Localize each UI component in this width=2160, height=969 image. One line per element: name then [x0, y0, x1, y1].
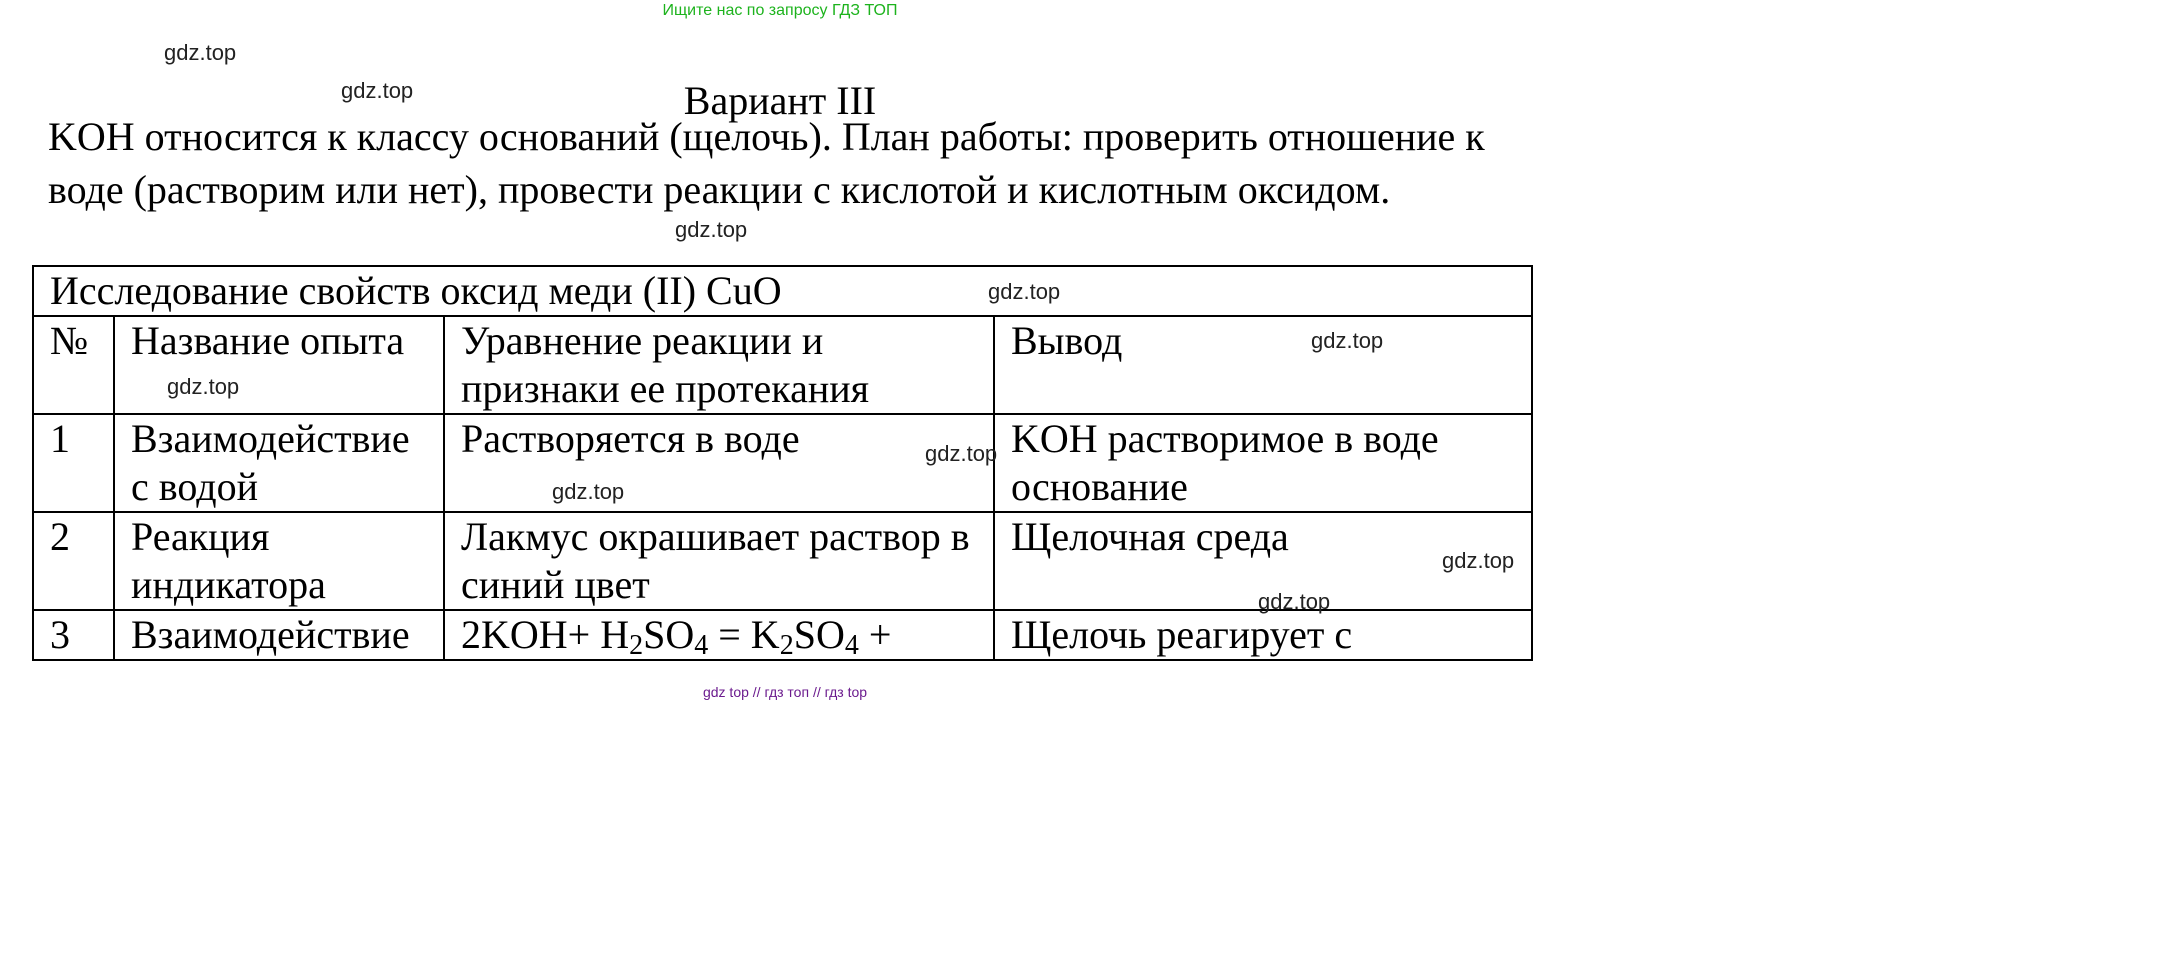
table-header-row	[33, 316, 1532, 414]
eq-part: 2KOH+ H	[461, 612, 630, 657]
eq-part: +	[858, 612, 892, 657]
watermark: gdz.top	[1311, 328, 1384, 353]
footer-links	[0, 684, 1570, 700]
page-title: Вариант III	[683, 78, 877, 123]
row-experiment-name: Реакция индикатора	[114, 512, 444, 610]
row-conclusion: KOH растворимое в воде основание	[994, 414, 1532, 512]
watermark: gdz.top	[341, 78, 414, 103]
watermark: gdz.top	[164, 40, 237, 65]
row-experiment-name: Взаимодействие с водой	[114, 414, 444, 512]
row-number: 1	[33, 414, 114, 512]
row-experiment-name: Взаимодействие	[114, 610, 444, 660]
footer-separator: //	[752, 684, 761, 700]
footer-separator: //	[812, 684, 821, 700]
row-conclusion: Щелочь реагирует с	[994, 610, 1532, 660]
eq-part: SO	[793, 612, 845, 657]
row-equation-chemical	[444, 610, 994, 660]
watermark: gdz.top	[1258, 589, 1331, 614]
footer-link[interactable]: гдз top	[824, 684, 868, 700]
row-number: 3	[33, 610, 114, 660]
watermark: gdz.top	[552, 479, 625, 504]
eq-subscript: 2	[779, 630, 794, 660]
header-experiment-name: Название опыта	[114, 316, 444, 414]
header-equation: Уравнение реакции и признаки ее протекания	[444, 316, 994, 414]
eq-part: = K	[708, 612, 780, 657]
watermark: gdz.top	[925, 441, 998, 466]
table-row	[33, 414, 1532, 512]
row-number: 2	[33, 512, 114, 610]
row-equation: Лакмус окрашивает раствор в синий цвет	[444, 512, 994, 610]
header-conclusion: Вывод	[994, 316, 1532, 414]
top-banner[interactable]: Ищите нас по запросу ГДЗ ТОП	[662, 2, 898, 19]
footer-link[interactable]: gdz top	[702, 684, 749, 700]
row-conclusion: Щелочная среда	[994, 512, 1532, 610]
watermark: gdz.top	[167, 374, 240, 399]
watermark: gdz.top	[1442, 548, 1515, 573]
table-row	[33, 610, 1532, 660]
eq-part: SO	[643, 612, 695, 657]
header-number: №	[33, 316, 114, 414]
eq-subscript: 4	[694, 630, 709, 660]
row-equation: Растворяется в воде	[444, 414, 994, 512]
eq-subscript: 2	[629, 630, 644, 660]
table-caption-row	[33, 266, 1532, 316]
watermark: gdz.top	[988, 279, 1061, 304]
watermark: gdz.top	[675, 217, 748, 242]
footer-link[interactable]: гдз топ	[764, 684, 810, 700]
table-caption: Исследование свойств оксид меди (II) CuO	[33, 266, 1532, 316]
eq-subscript: 4	[844, 630, 859, 660]
intro-paragraph: KOH относится к классу оснований (щелочь). План работы: проверить отношение к воде (растворим или нет), провести реакции с кислотой и кислотным оксидом.	[48, 114, 1485, 212]
